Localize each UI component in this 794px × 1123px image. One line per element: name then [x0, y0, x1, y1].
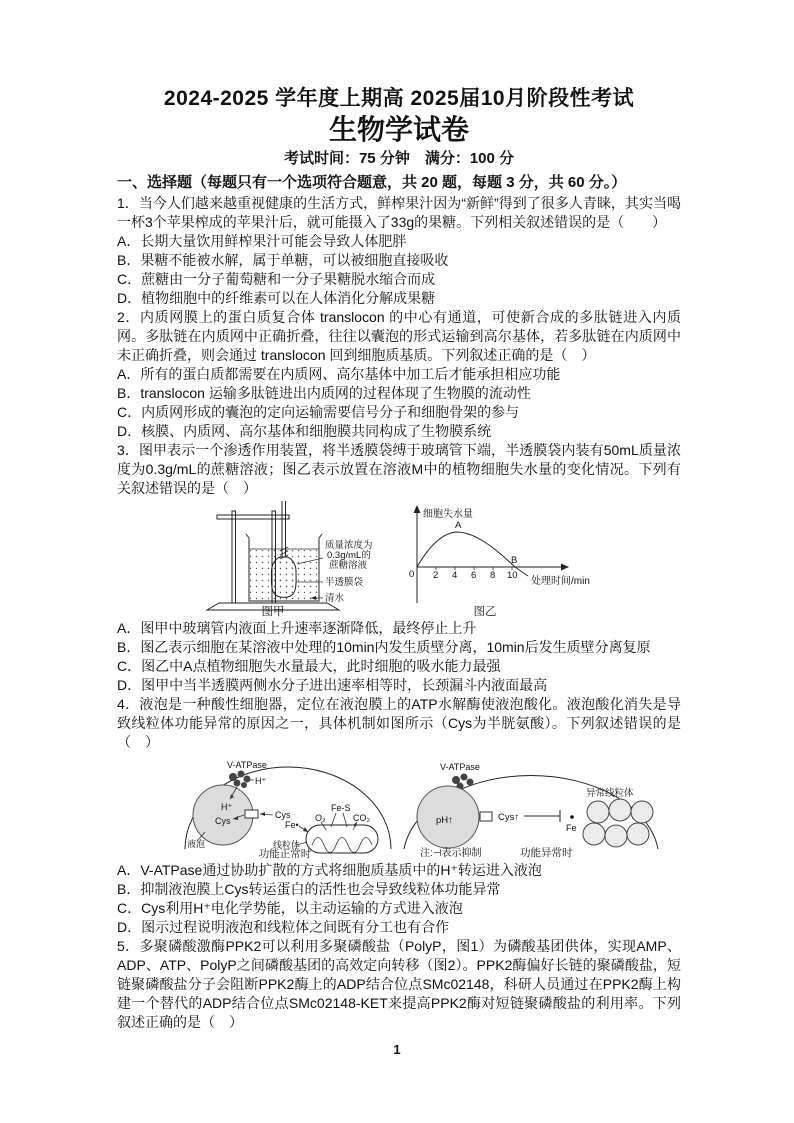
question-3-option-c: C．图乙中A点植物细胞失水量最大，此时细胞的吸水能力最强	[117, 658, 501, 674]
h-plus-out-label: H⁺	[255, 776, 267, 786]
x-tick-6: 6	[471, 570, 477, 581]
water-label: 清水	[325, 593, 345, 604]
cys-transporter-icon	[245, 810, 258, 818]
question-5	[117, 937, 681, 1032]
question-3-stem: 3．图甲表示一个渗透作用装置，将半透膜袋缚于玻璃管下端，半透膜袋内装有50mL质量浓度为0.3g/mL的蔗糖溶液；图乙表示放置在溶液M中的植物细胞失水量的变化情况。下列有关叙述错误的是（ ）	[117, 442, 681, 496]
fes-label: Fe-S	[331, 803, 351, 813]
normal-caption: 功能正常时	[258, 848, 312, 859]
cys-in-label: Cys	[215, 816, 231, 826]
question-4-stem: 4．液泡是一种酸性细胞器，定位在液泡膜上的ATP水解酶使液泡酸化。液泡酸化消失是导致线粒体功能异常的原因之一，具体机制如图所示（Cys为半胱氨酸）。下列叙述错误的是（ ）	[117, 696, 681, 750]
question-4-option-c: C．Cys利用H⁺电化学势能，以主动运输的方式进入液泡	[117, 900, 463, 916]
solution-label-line3: 蔗糖溶液	[329, 560, 368, 571]
point-b-label: B	[511, 555, 518, 566]
bag-label: 半透膜袋	[325, 577, 364, 588]
point-a-label: A	[455, 520, 462, 531]
question-2-option-b: B．translocon 运输多肽链进出内质网的过程体现了生物膜的流动性	[117, 385, 531, 401]
question-3	[117, 441, 681, 695]
cys-out-label: Cys	[275, 810, 291, 820]
figure-3-row	[117, 501, 681, 617]
x-tick-10: 10	[507, 570, 518, 581]
solution-label-line2: 0.3g/mL的	[327, 550, 371, 561]
vatpase-label: V-ATPase	[440, 762, 480, 772]
abnormal-mitochondria-cluster-icon	[583, 799, 653, 847]
mitochondria-icon	[306, 825, 378, 853]
o2-label: O₂	[315, 813, 326, 823]
v-atpase-blob-icon	[229, 771, 251, 789]
document-body	[117, 0, 681, 1032]
question-2-stem: 2．内质网膜上的蛋白质复合体 translocon 的中心有通道，可使新合成的多肽链进入内质网。多肽链在内质网中正确折叠，往往以囊泡的形式运输到高尔基体，若多肽链在内质网中未正确折叠，则会通过 translocon 回到细胞质基质。下列叙述正确的是（ ）	[117, 309, 681, 363]
osmosis-apparatus-figure	[201, 501, 383, 617]
vacuole-abnormal-figure	[400, 755, 662, 859]
question-3-option-d: D．图甲中当半透膜两侧水分子进出速率相等时，长颈漏斗内液面最高	[117, 677, 548, 693]
section-heading: 一、选择题（每题只有一个选项符合题意，共 20 题，每题 3 分，共 60 分。）	[117, 174, 627, 191]
cys-transporter-icon	[480, 812, 492, 821]
cys-up-label: Cys↑	[498, 812, 520, 823]
exam-info: 考试时间：75 分钟 满分：100 分	[283, 150, 515, 167]
abnormal-mito-label: 异常线粒体	[586, 788, 634, 799]
question-2-option-a: A．所有的蛋白质都需要在内质网、高尔基体中加工后才能承担相应功能	[117, 366, 561, 382]
mito-label: 线粒体	[273, 840, 301, 850]
vacuole-normal-figure	[181, 755, 396, 859]
solution-label-line1: 质量浓度为	[325, 540, 373, 551]
page-number: 1	[393, 1042, 401, 1057]
ph-up-label: pH↑	[436, 815, 453, 826]
question-1-option-b: B．果糖不能被水解，属于单糖，可以被细胞直接吸收	[117, 252, 449, 268]
paper-subtitle: 生物学试卷	[328, 114, 469, 145]
question-1-stem: 1．当今人们越来越重视健康的生活方式，鲜榨果汁因为“新鲜”得到了很多人青睐，其实当喝一杯3个苹果榨成的苹果汁后，就可能摄入了33g的果糖。下列相关叙述错误的是（ ）	[117, 195, 681, 230]
y-axis-label: 细胞失水量	[423, 509, 473, 520]
question-4-option-d: D．图示过程说明液泡和线粒体之间既有分工也有合作	[117, 919, 450, 935]
question-4-option-a: A．V-ATPase通过协助扩散的方式将细胞质基质中的H⁺转运进入液泡	[117, 862, 542, 878]
question-1-option-d: D．植物细胞中的纤维素可以在人体消化分解成果糖	[117, 290, 436, 306]
x-tick-8: 8	[490, 570, 496, 581]
question-1-option-c: C．蔗糖由一分子葡萄糖和一分子果糖脱水缩合而成	[117, 271, 436, 287]
fe-label: Fe•	[285, 820, 299, 830]
x-tick-4: 4	[452, 570, 458, 581]
question-1-option-a: A．长期大量饮用鲜榨果汁可能会导致人体肥胖	[117, 233, 407, 249]
co2-label: CO₂	[353, 813, 370, 823]
vacuole-label: 液泡	[187, 839, 206, 849]
question-2	[117, 308, 681, 441]
question-3-option-a: A．图甲中玻璃管内液面上升速率逐渐降低，最终停止上升	[117, 620, 477, 636]
page-title: 2024-2025 学年度上期高 2025届10月阶段性考试	[163, 87, 635, 110]
inhibition-note: 注:⊣表示抑制	[420, 848, 482, 859]
x-tick-2: 2	[433, 570, 439, 581]
figure-jia-caption: 图甲	[261, 606, 285, 617]
question-3-option-b: B．图乙表示细胞在某溶液中处理的10min内发生质壁分离，10min后发生质壁分离复原	[117, 639, 651, 655]
fe-label: Fe	[566, 823, 577, 833]
question-4	[117, 695, 681, 937]
fe-dot	[570, 815, 574, 819]
figure-yi-caption: 图乙	[473, 606, 497, 617]
h-plus-in-label: H⁺	[221, 802, 233, 812]
x-axis-label: 处理时间/min	[531, 576, 590, 587]
water-loss-graph-figure	[397, 501, 593, 617]
question-4-option-b: B．抑制液泡膜上Cys转运蛋白的活性也会导致线粒体功能异常	[117, 881, 501, 897]
abnormal-caption: 功能异常时	[520, 847, 573, 859]
question-5-stem: 5．多聚磷酸激酶PPK2可以利用多聚磷酸盐（PolyP，图1）为磷酸基团供体，实现AMP、ADP、ATP、PolyP之间磷酸基团的高效定向转移（图2）。PPK2酶偏好长链的聚磷酸盐，短链聚磷酸盐分子会阻断PPK2酶上的ADP结合位点SMc02148，科研人员通过在PPK2酶上构建一个替代的ADP结合位点SMc02148-KET来提高PPK2酶对短链聚磷酸盐的利用率。下列叙述正确的是（ ）	[117, 938, 681, 1030]
inhibition-bar-icon	[524, 810, 560, 822]
question-2-option-d: D．核膜、内质网、高尔基体和细胞膜共同构成了生物膜系统	[117, 423, 492, 439]
origin-label: 0	[409, 569, 415, 580]
question-2-option-c: C．内质网形成的囊泡的定向运输需要信号分子和细胞骨架的参与	[117, 404, 520, 420]
semipermeable-bag-icon	[271, 557, 296, 597]
vatpase-label: V-ATPase	[227, 760, 267, 770]
figure-4-row	[117, 755, 681, 859]
question-1	[117, 194, 681, 308]
